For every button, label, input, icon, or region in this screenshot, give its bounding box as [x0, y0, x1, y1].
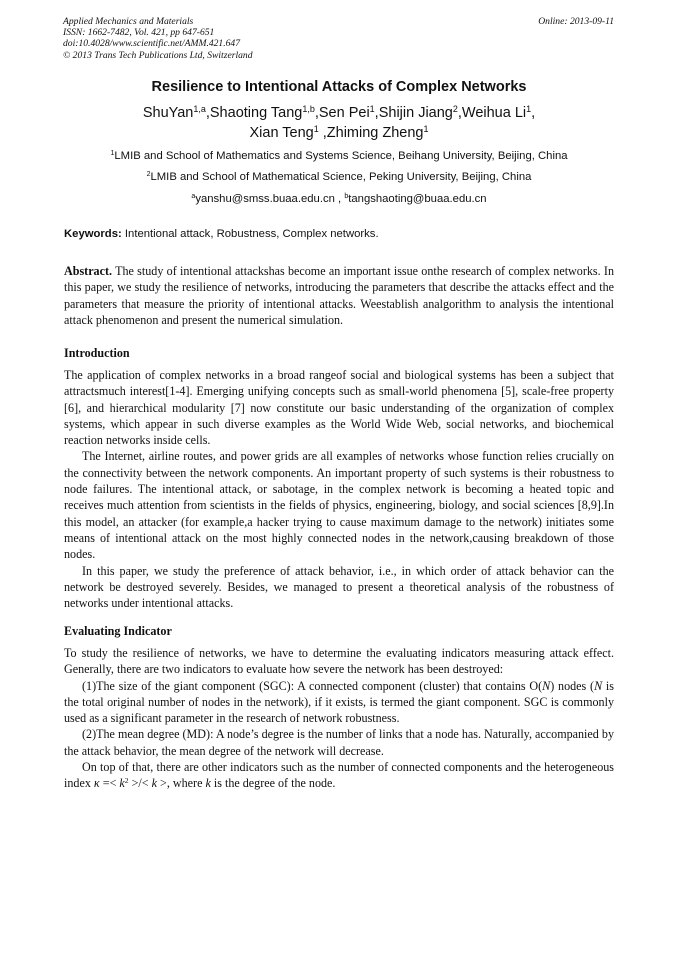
author-list: ShuYan$^{1,a}$,Shaoting Tang$^{1,b}$,Sen Pei$^1$,Shijin Jiang$^2$,Weihua Li$^1$, Xian Teng$^1$ ,Zhiming Zheng$^1$ — [142, 104, 536, 141]
paragraph: (1)The size of the giant component (SGC): A connected component (cluster) that contains O(N) nodes (N is the total original number of nodes in the network), if it exists, is termed the giant component. SGC is commonly used as a significant parameter in the research of network robustness. — [64, 678, 614, 726]
introduction-body — [64, 367, 614, 611]
author: Weihua Li$^1$ — [461, 104, 532, 121]
keywords-text: Intentional attack, Robustness, Complex networks. — [121, 228, 379, 240]
paragraph: On top of that, there are other indicators such as the number of connected components and the heterogeneous index $\kappa =< k^2$ >/< k >, where k is the degree of the node. — [64, 760, 614, 791]
author: Zhiming Zheng$^1$ — [326, 124, 429, 141]
affiliation-1: $^1$LMIB and School of Mathematics and Systems Science, Beihang University, Beijing, China — [110, 150, 568, 162]
affiliation-2: $^2$LMIB and School of Mathematical Science, Peking University, Beijing, China — [146, 171, 532, 183]
paragraph: In this paper, we study the preference of attack behavior, i.e., in which order of attack behavior can the network be destroyed severely. Besides, we managed to present a theoretical analysis of the robustness of networks under intentional attacks. — [64, 563, 614, 611]
online-date: Online: 2013-09-11 — [538, 16, 614, 27]
keywords — [64, 228, 614, 240]
keywords-label: Keywords: — [64, 228, 122, 240]
section-heading-introduction: Introduction — [64, 346, 130, 360]
doi-line: doi:10.4028/www.scientific.net/AMM.421.647 — [63, 38, 241, 50]
copyright-line: © 2013 Trans Tech Publications Ltd, Switzerland — [63, 49, 253, 61]
author: Sen Pei$^1$ — [318, 104, 375, 121]
journal-header — [63, 16, 253, 61]
email-a[interactable]: yanshu@smss.buaa.edu.cn — [195, 193, 335, 205]
paragraph: The application of complex networks in a broad rangeof social and biological systems has been a subject that attractsmuch interest[1-4]. Emerging unifying concepts such as small-world phenomena [5], scale-free property [6], and hierarchical modularity [7] now constitute our basic understanding of the organization of complex systems, which appear in such diverse examples as the World Wide Web, social networks, and biochemical reaction networks inside cells. — [64, 368, 614, 448]
author-emails: $^a$yanshu@smss.buaa.edu.cn , $^b$tangshaoting@buaa.edu.cn — [191, 193, 487, 205]
paragraph: To study the resilience of networks, we have to determine the evaluating indicators measuring attack effect. Generally, there are two indicators to evaluate how severe the network has been destroyed: — [64, 646, 614, 677]
paper-title: Resilience to Intentional Attacks of Complex Networks — [151, 79, 527, 95]
evaluating-body — [64, 645, 614, 792]
section-heading-evaluating-indicator: Evaluating Indicator — [64, 624, 172, 638]
journal-name: Applied Mechanics and Materials — [63, 16, 194, 27]
issn-line: ISSN: 1662-7482, Vol. 421, pp 647-651 — [63, 27, 215, 39]
author: ShuYan$^{1,a}$ — [142, 104, 206, 121]
author: Xian Teng$^1$ — [249, 124, 319, 141]
author: Shaoting Tang$^{1,b}$ — [209, 104, 315, 121]
paragraph: The Internet, airline routes, and power grids are all examples of networks whose function relies crucially on the connectivity between the network components. An important property of such systems is their robustness to node failures. The intentional attack, or sabotage, in the complex network is becoming a heated topic and receives much attention from scientists in the fields of physics, engineering, biology, and social sciences [8,9].In this model, an attacker (for example,a hacker trying to cause maximum damage to the network) initiates some means of intentional attack on the most highly connected nodes in the network,causing breakdown of those nodes. — [64, 449, 614, 562]
email-b[interactable]: tangshaoting@buaa.edu.cn — [348, 193, 487, 205]
abstract-text: The study of intentional attackshas become an important issue onthe research of complex networks. In this paper, we study the resilience of networks, introducing the parameters that describe the attacks effect and the parameters that measure the priority of intentional attacks. Weestablish analgorithm to analysis the intentional attack phenomenon and present the numerical simulation. — [64, 264, 614, 327]
abstract — [64, 263, 614, 328]
author: Shijin Jiang$^2$ — [378, 104, 458, 121]
abstract-label: Abstract. — [64, 264, 113, 278]
paragraph: (2)The mean degree (MD): A node’s degree is the number of links that a node has. Naturally, accompanied by the attack behavior, the mean degree of the network will decrease. — [64, 727, 614, 758]
